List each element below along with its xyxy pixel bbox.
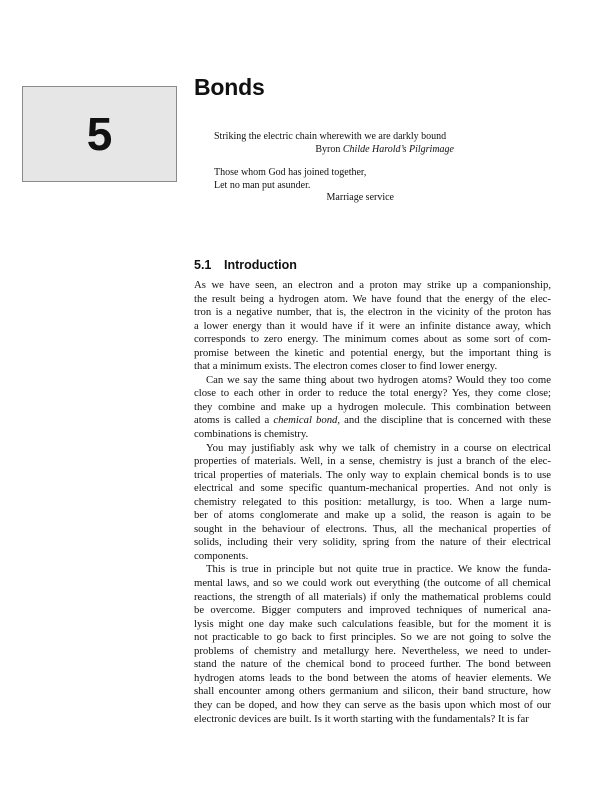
text-line: electronic devices are built. Is it worth starting with the fundamentals? It is far (194, 712, 529, 725)
text-line: problems of chemistry and metallurgy here. Nevertheless, we need to under- (194, 644, 551, 657)
text-line: stand the nature of the chemical bond to proceed further. The bond between (194, 658, 551, 671)
text-line: mental laws, and so we could work out everything (the outcome of all chemical (194, 577, 551, 590)
text-line: electrical and some specific quantum-mechanical properties. And not only is (194, 482, 551, 495)
text-line: reactions, the strength of all materials) if only the mathematical problems could (194, 590, 551, 603)
epigraph-attribution: Marriage service (326, 192, 394, 203)
text-line (194, 414, 551, 428)
text-line: sought in the behaviour of electrons. Thus, all the mechanical properties of (194, 522, 551, 535)
text-line: components. (194, 549, 249, 562)
text-line: properties of materials. Well, in a sense, chemistry is just a branch of the elec- (194, 455, 551, 468)
text-line: the result being a hydrogen atom. We have found that the energy of the elec- (194, 292, 551, 305)
section-title: Introduction (224, 258, 297, 272)
epigraph-line: Striking the electric chain wherewith we are darkly bound (214, 131, 447, 142)
text-line: tron is a negative number, that is, the electron in the vicinity of the proton has (194, 306, 551, 319)
text-line: be overcome. Bigger computers and improved techniques of numerical ana- (194, 604, 551, 617)
chapter-number-box (22, 86, 177, 182)
paragraph (194, 442, 551, 564)
text-line: Can we say the same thing about two hydrogen atoms? Would they too come (206, 373, 551, 386)
text-line: they combine and make up a hydrogen molecule. This combination between (194, 400, 551, 413)
text-line: close to each other in order to reduce the total energy? Yes, they come close; (194, 387, 551, 400)
text-line: shall encounter among others germanium and silicon, their band structure, how (194, 685, 551, 698)
text-line: that a minimum exists. The electron comes closer to find lower energy. (194, 360, 498, 373)
text-line: corresponds to zero energy. The minimum comes about as some sort of com- (194, 333, 551, 346)
epigraph-byron (214, 131, 454, 156)
epigraph-line: Let no man put asunder. (214, 179, 311, 191)
text-line: As we have seen, an electron and a proton may strike up a companionship, (194, 279, 551, 291)
section-number: 5.1 (194, 258, 212, 272)
text-line: solids, including their very solidity, spring from the nature of their electrical (194, 536, 551, 549)
epigraph-line: Those whom God has joined together, (214, 167, 367, 178)
text-line: ber of atoms conglomerate and make up a solid, the reason is again to be (194, 509, 551, 522)
text-line: chemistry relegated to this position: metallurgy, is too. When a large num- (194, 495, 551, 508)
epigraph-attribution (214, 144, 454, 157)
emphasis-term: chemical bond, (273, 414, 341, 427)
paragraph (194, 374, 551, 442)
body-text (194, 279, 551, 726)
text-line: This is true in principle but not quite true in practice. We know the funda- (206, 563, 551, 576)
text-line: a lower energy than it would have if it were an infinite distance away, which (194, 319, 551, 332)
text-line: lysis might one day make such calculations feasible, but for the moment it is (194, 617, 551, 630)
text-line: You may justifiably ask why we talk of chemistry in a course on electrical (206, 441, 551, 454)
text-line: promise between the kinetic and potential energy, but the important thing is (194, 346, 551, 359)
epigraph-marriage (214, 167, 394, 205)
paragraph (194, 279, 551, 374)
text-segment: and the discipline that is concerned with these (340, 414, 551, 427)
chapter-title: Bonds (194, 74, 265, 100)
text-line: combinations is chemistry. (194, 428, 309, 441)
paragraph (194, 563, 551, 726)
text-line: they can be doped, and how they can serve as the basis upon which most of our (194, 698, 551, 711)
text-line: hydrogen atoms leads to the bond between the atoms of heavier elements. We (194, 671, 551, 684)
text-segment: atoms is called a (194, 414, 274, 427)
epigraph-author: Byron (315, 143, 343, 155)
text-line: trical properties of materials. The only way to explain chemical bonds is to use (194, 468, 551, 481)
chapter-number: 5 (86, 108, 113, 160)
text-line: not practicable to go back to first principles. So we are not going to solve the (194, 631, 551, 644)
epigraph-work: Childe Harold’s Pilgrimage (342, 143, 454, 155)
section-heading (194, 258, 297, 272)
